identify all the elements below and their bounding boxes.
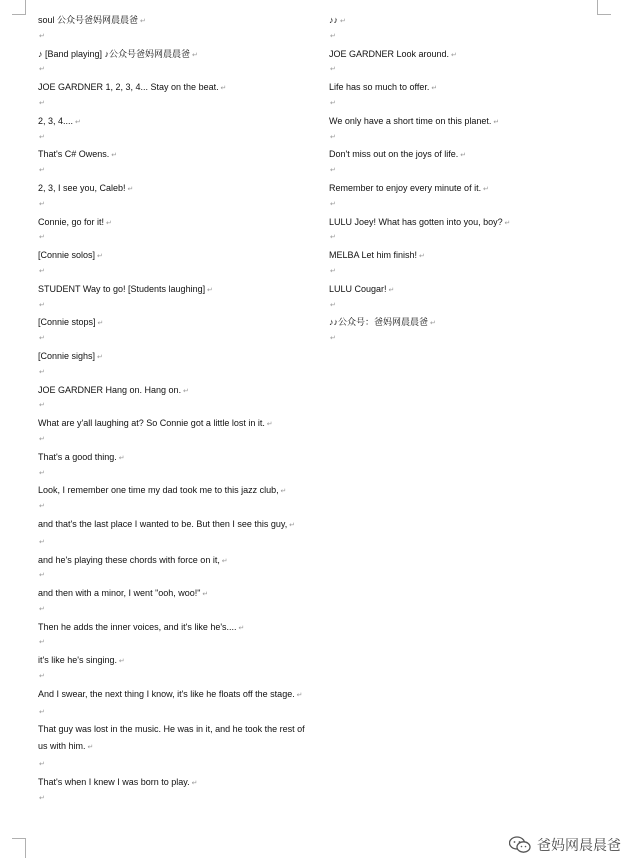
blank-paragraph: ↵: [330, 66, 336, 74]
transcript-line: STUDENT Way to go! [Students laughing] ↵: [38, 281, 313, 298]
transcript-line: Don't miss out on the joys of life. ↵: [329, 146, 609, 163]
transcript-line: ♪♪ ↵: [329, 12, 609, 29]
blank-paragraph: ↵: [330, 267, 336, 275]
transcript-line: and that's the last place I wanted to be. But then I see this guy, ↵: [38, 516, 313, 535]
blank-paragraph: ↵: [39, 761, 45, 769]
blank-paragraph: ↵: [39, 368, 45, 376]
blank-paragraph: ↵: [39, 538, 45, 546]
blank-paragraph: ↵: [39, 335, 45, 343]
transcript-line: it's like he's singing. ↵: [38, 652, 313, 669]
blank-paragraph: ↵: [330, 99, 336, 107]
transcript-line: JOE GARDNER Hang on. Hang on. ↵: [38, 382, 313, 399]
transcript-line: Life has so much to offer. ↵: [329, 79, 609, 96]
transcript-line: Connie, go for it! ↵: [38, 214, 313, 231]
blank-paragraph: ↵: [39, 167, 45, 175]
blank-paragraph: ↵: [39, 200, 45, 208]
blank-paragraph: ↵: [330, 335, 336, 343]
blank-paragraph: ↵: [39, 435, 45, 443]
blank-paragraph: ↵: [330, 234, 336, 242]
transcript-line: [Connie stops] ↵: [38, 314, 313, 331]
transcript-line: LULU Joey! What has gotten into you, boy? ↵: [329, 214, 609, 231]
blank-paragraph: ↵: [39, 267, 45, 275]
blank-paragraph: ↵: [39, 503, 45, 511]
crop-mark-bottom-left-hline: [12, 838, 26, 839]
blank-paragraph: ↵: [330, 133, 336, 141]
right-column: [329, 0, 609, 348]
transcript-line: JOE GARDNER 1, 2, 3, 4... Stay on the beat. ↵: [38, 79, 313, 96]
transcript-line: That's a good thing. ↵: [38, 449, 313, 466]
blank-paragraph: ↵: [330, 301, 336, 309]
transcript-line: What are y'all laughing at? So Connie got a little lost in it. ↵: [38, 415, 313, 432]
blank-paragraph: ↵: [39, 32, 45, 40]
watermark-text: 爸妈网晨晨爸: [537, 838, 621, 854]
watermark: [509, 835, 621, 855]
blank-paragraph: ↵: [39, 133, 45, 141]
left-column: [38, 0, 313, 807]
transcript-line: soul 公众号爸妈网晨晨爸 ↵: [38, 12, 313, 29]
blank-paragraph: ↵: [39, 708, 45, 716]
transcript-line: and then with a minor, I went "ooh, woo!" ↵: [38, 585, 313, 602]
transcript-line: JOE GARDNER Look around. ↵: [329, 46, 609, 63]
transcript-line: MELBA Let him finish! ↵: [329, 247, 609, 264]
transcript-line: That guy was lost in the music. He was in it, and he took the rest of us with him. ↵: [38, 721, 313, 757]
transcript-line: 2, 3, 4.... ↵: [38, 113, 313, 130]
blank-paragraph: ↵: [330, 32, 336, 40]
wechat-icon: [509, 836, 531, 854]
transcript-line: Then he adds the inner voices, and it's like he's.... ↵: [38, 619, 313, 636]
blank-paragraph: ↵: [39, 402, 45, 410]
blank-paragraph: ↵: [39, 639, 45, 647]
transcript-line: ♪ [Band playing] ♪公众号爸妈网晨晨爸 ↵: [38, 46, 313, 63]
blank-paragraph: ↵: [39, 605, 45, 613]
transcript-line: [Connie sighs] ↵: [38, 348, 313, 365]
blank-paragraph: ↵: [39, 234, 45, 242]
blank-paragraph: ↵: [330, 167, 336, 175]
transcript-line: We only have a short time on this planet. ↵: [329, 113, 609, 130]
transcript-line: Remember to enjoy every minute of it. ↵: [329, 180, 609, 197]
blank-paragraph: ↵: [39, 794, 45, 802]
transcript-line: And I swear, the next thing I know, it's like he floats off the stage. ↵: [38, 686, 313, 705]
blank-paragraph: ↵: [330, 200, 336, 208]
transcript-line: [Connie solos] ↵: [38, 247, 313, 264]
crop-mark-bottom-left-v: [25, 838, 26, 858]
blank-paragraph: ↵: [39, 66, 45, 74]
transcript-line: 2, 3, I see you, Caleb! ↵: [38, 180, 313, 197]
transcript-line: and he's playing these chords with force on it, ↵: [38, 552, 313, 569]
transcript-line: LULU Cougar! ↵: [329, 281, 609, 298]
transcript-line: Look, I remember one time my dad took me to this jazz club, ↵: [38, 482, 313, 499]
blank-paragraph: ↵: [39, 673, 45, 681]
transcript-line: ♪♪公众号：爸妈网晨晨爸 ↵: [329, 314, 609, 331]
blank-paragraph: ↵: [39, 301, 45, 309]
crop-mark-top-left-v: [25, 0, 26, 14]
transcript-line: That's C# Owens. ↵: [38, 146, 313, 163]
blank-paragraph: ↵: [39, 99, 45, 107]
blank-paragraph: ↵: [39, 469, 45, 477]
crop-mark-top-left-hline: [12, 14, 26, 15]
blank-paragraph: ↵: [39, 572, 45, 580]
transcript-line: That's when I knew I was born to play. ↵: [38, 774, 313, 791]
